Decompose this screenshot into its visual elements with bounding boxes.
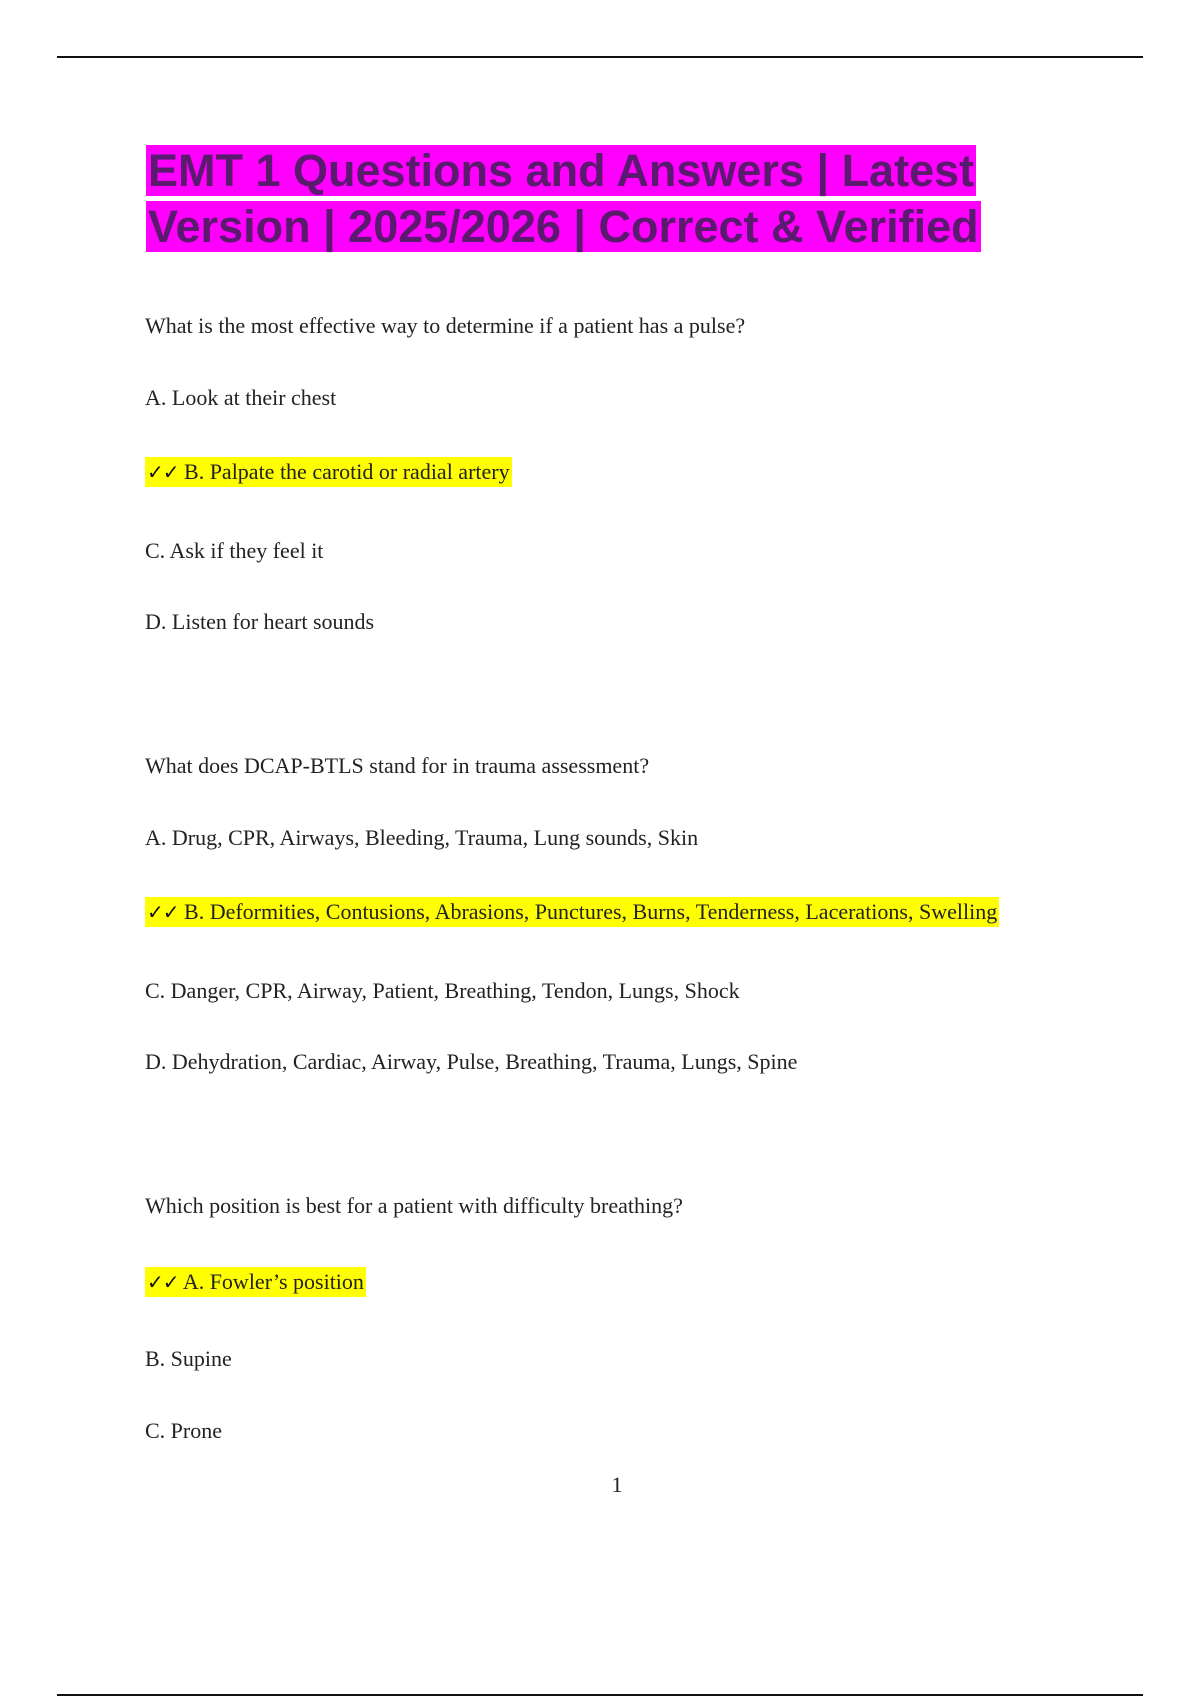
answer-option-text: A. Fowler’s position [182, 1269, 364, 1294]
answer-option: D. Listen for heart sounds [145, 609, 375, 634]
page-number: 1 [611, 1472, 623, 1497]
answer-option: A. Drug, CPR, Airways, Bleeding, Trauma, Lung sounds, Skin [145, 825, 699, 850]
answer-option-text: B. Deformities, Contusions, Abrasions, Punctures, Burns, Tenderness, Lacerations, Swelling [184, 899, 998, 924]
check-icon: ✓✓ [147, 460, 179, 484]
answer-option: D. Dehydration, Cardiac, Airway, Pulse, Breathing, Trauma, Lungs, Spine [145, 1049, 798, 1074]
answer-option: C. Ask if they feel it [145, 538, 324, 563]
document-title-text: EMT 1 Questions and Answers | Latest Version | 2025/2026 | Correct & Verified [148, 145, 979, 252]
correct-answer-option [145, 1267, 366, 1297]
bottom-rule [57, 1694, 1143, 1696]
answer-option-text: B. Palpate the carotid or radial artery [184, 459, 510, 484]
question-text: Which position is best for a patient with difficulty breathing? [145, 1193, 683, 1218]
correct-answer-option [145, 897, 999, 927]
document-title [146, 143, 1046, 255]
answer-option: C. Danger, CPR, Airway, Patient, Breathing, Tendon, Lungs, Shock [145, 978, 740, 1003]
question-text: What is the most effective way to determine if a patient has a pulse? [145, 313, 746, 338]
answer-highlight [145, 1267, 366, 1297]
check-icon: ✓✓ [147, 1270, 179, 1294]
question-text: What does DCAP-BTLS stand for in trauma assessment? [145, 753, 650, 778]
answer-option: C. Prone [145, 1418, 222, 1443]
answer-option: B. Supine [145, 1346, 232, 1371]
answer-highlight [145, 897, 999, 927]
answer-highlight [145, 457, 512, 487]
check-icon: ✓✓ [147, 900, 179, 924]
top-rule [57, 56, 1143, 58]
correct-answer-option [145, 457, 512, 487]
answer-option: A. Look at their chest [145, 385, 337, 410]
